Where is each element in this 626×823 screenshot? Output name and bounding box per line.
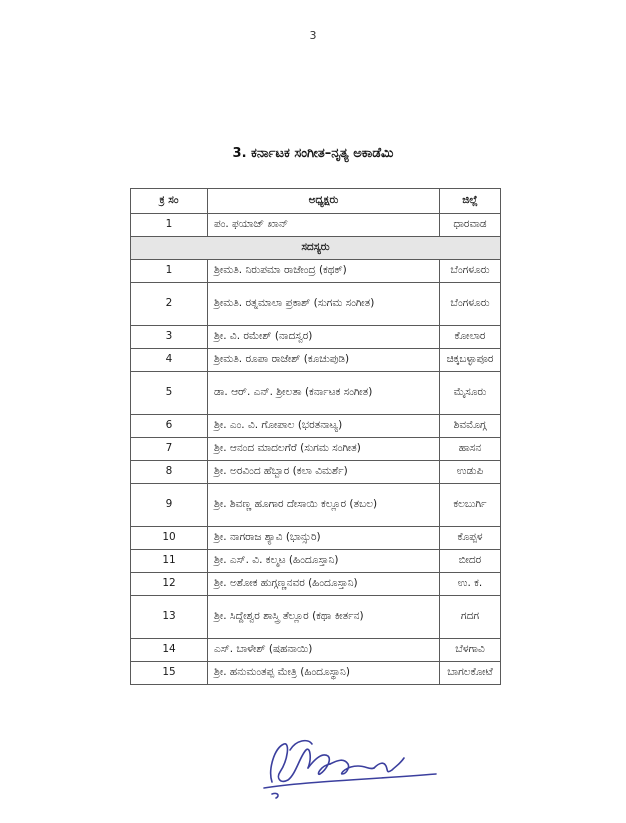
members-section-row [131, 237, 501, 260]
member-serial: 3 [131, 326, 208, 349]
member-row [131, 527, 501, 550]
member-row [131, 550, 501, 573]
president-serial: 1 [131, 214, 208, 237]
member-serial: 4 [131, 349, 208, 372]
member-row [131, 260, 501, 283]
member-row [131, 484, 501, 527]
member-row [131, 639, 501, 662]
member-serial: 7 [131, 438, 208, 461]
member-name: ಶ್ರೀ. ಅಶೋಕ ಹುಗ್ಗಣ್ಣನವರ (ಹಿಂದೂಸ್ತಾನಿ) [208, 573, 440, 596]
member-district: ಕಲಬುರ್ಗಿ [440, 484, 501, 527]
member-serial: 11 [131, 550, 208, 573]
member-district: ಬೀದರ [440, 550, 501, 573]
member-district: ಬೆಳಗಾವಿ [440, 639, 501, 662]
member-name: ಶ್ರೀಮತಿ. ರತ್ನಮಾಲಾ ಪ್ರಕಾಶ್ (ಸುಗಮ ಸಂಗೀತ) [208, 283, 440, 326]
member-district: ಗದಗ [440, 596, 501, 639]
academy-members-table [130, 188, 501, 685]
member-row [131, 415, 501, 438]
member-name: ಶ್ರೀ. ಸಿದ್ದೇಶ್ವರ ಶಾಸ್ತ್ರಿ ತೆಲ್ಲೂರ (ಕಥಾ ಕೀರ್ತನ) [208, 596, 440, 639]
member-district: ಮೈಸೂರು [440, 372, 501, 415]
president-row [131, 214, 501, 237]
member-district: ಚಿಕ್ಕಬಳ್ಳಾಪೂರ [440, 349, 501, 372]
member-serial: 5 [131, 372, 208, 415]
member-district: ಬೆಂಗಳೂರು [440, 260, 501, 283]
member-serial: 10 [131, 527, 208, 550]
member-name: ಶ್ರೀ. ಎಂ. ವಿ. ಗೋಪಾಲ (ಭರತನಾಟ್ಯ) [208, 415, 440, 438]
member-serial: 2 [131, 283, 208, 326]
member-name: ಡಾ. ಆರ್. ಎನ್. ಶ್ರೀಲತಾ (ಕರ್ನಾಟಕ ಸಂಗೀತ) [208, 372, 440, 415]
member-row [131, 438, 501, 461]
member-serial: 1 [131, 260, 208, 283]
document-title: 3. ಕರ್ನಾಟಕ ಸಂಗೀತ–ನೃತ್ಯ ಅಕಾಡೆಮಿ [232, 146, 394, 161]
member-row [131, 326, 501, 349]
member-name: ಶ್ರೀಮತಿ. ರೂಪಾ ರಾಜೇಶ್ (ಕೂಚುಪುಡಿ) [208, 349, 440, 372]
member-serial: 8 [131, 461, 208, 484]
district-header: ಜಿಲ್ಲೆ [440, 189, 501, 214]
member-serial: 12 [131, 573, 208, 596]
member-serial: 9 [131, 484, 208, 527]
member-district: ಕೊಪ್ಪಳ [440, 527, 501, 550]
member-name: ಶ್ರೀ. ಹನುಮಂತಪ್ಪ ಮೇತ್ರಿ (ಹಿಂದೂಸ್ಥಾನಿ) [208, 662, 440, 685]
member-district: ಕೋಲಾರ [440, 326, 501, 349]
member-name: ಶ್ರೀ. ವಿ. ರಮೇಶ್ (ನಾದಸ್ವರ) [208, 326, 440, 349]
member-row [131, 662, 501, 685]
member-name: ಶ್ರೀ. ನಾಗರಾಜ ಶ್ಯಾವಿ (ಭಾನ್ಸುರಿ) [208, 527, 440, 550]
page-number: 3 [309, 29, 317, 42]
member-row [131, 596, 501, 639]
member-district: ಬೆಂಗಳೂರು [440, 283, 501, 326]
member-name: ಶ್ರೀ. ಅರವಿಂದ ಹೆಬ್ಬಾರ (ಕಲಾ ವಿಮರ್ಶೆ) [208, 461, 440, 484]
member-district: ಶಿವಮೊಗ್ಗ [440, 415, 501, 438]
member-serial: 6 [131, 415, 208, 438]
member-row [131, 372, 501, 415]
serial-header: ಕ್ರ ಸಂ [131, 189, 208, 214]
member-serial: 13 [131, 596, 208, 639]
member-name: ಶ್ರೀ. ಆನಂದ ಮಾದಲಗೆರೆ (ಸುಗಮ ಸಂಗೀತ) [208, 438, 440, 461]
member-row [131, 349, 501, 372]
member-row [131, 461, 501, 484]
member-name: ಶ್ರೀ. ಶಿವಣ್ಣ ಹೂಗಾರ ದೇಸಾಯಿ ಕಲ್ಲೂರ (ತಬಲ) [208, 484, 440, 527]
member-name: ಶ್ರೀಮತಿ. ನಿರುಪಮಾ ರಾಜೇಂದ್ರ (ಕಥಕ್) [208, 260, 440, 283]
member-row [131, 283, 501, 326]
member-district: ಉಡುಪಿ [440, 461, 501, 484]
members-heading: ಸದಸ್ಯರು [131, 237, 501, 260]
table-header-row [131, 189, 501, 214]
president-district: ಧಾರವಾಡ [440, 214, 501, 237]
president-name: ಪಂ. ಫಯಾಜ್ ಖಾನ್ [208, 214, 440, 237]
signature [250, 730, 450, 810]
member-district: ಬಾಗಲಕೋಟೆ [440, 662, 501, 685]
member-district: ಉ. ಕ. [440, 573, 501, 596]
member-serial: 15 [131, 662, 208, 685]
name-header: ಅಧ್ಯಕ್ಷರು [208, 189, 440, 214]
member-row [131, 573, 501, 596]
member-name: ಎಸ್. ಬಾಳೇಶ್ (ಷಹನಾಯಿ) [208, 639, 440, 662]
member-name: ಶ್ರೀ. ಎಸ್. ವಿ. ಕಲ್ಮಟ (ಹಿಂದೂಸ್ತಾನಿ) [208, 550, 440, 573]
member-district: ಹಾಸನ [440, 438, 501, 461]
member-serial: 14 [131, 639, 208, 662]
